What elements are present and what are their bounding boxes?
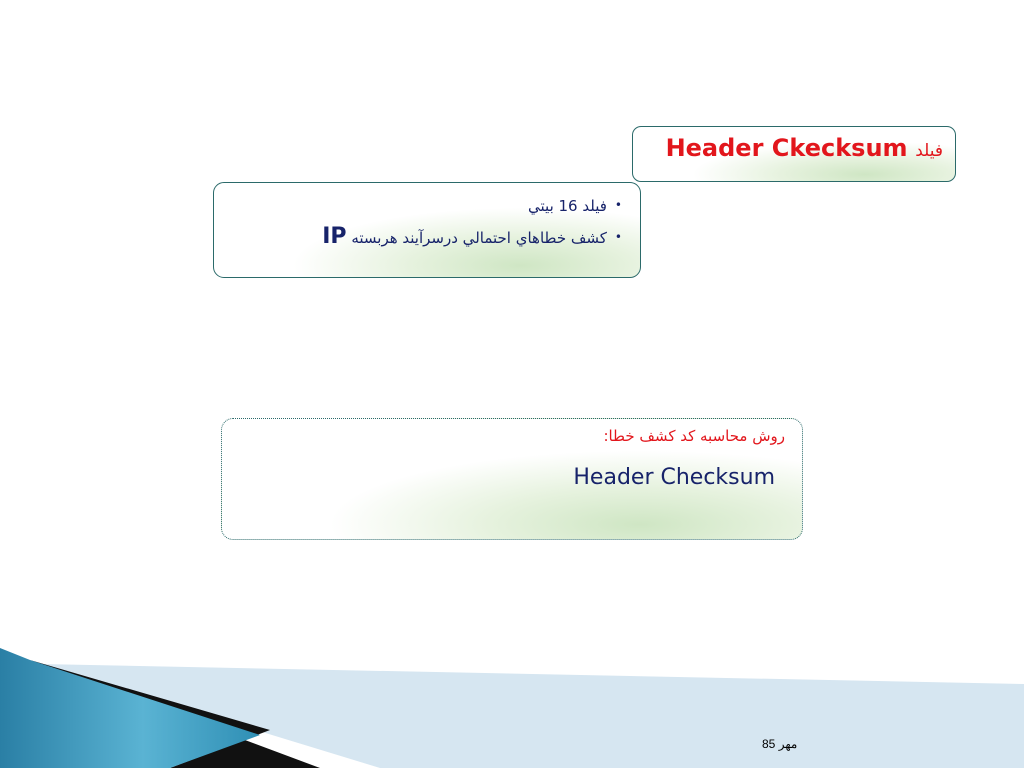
title-persian: فیلد — [915, 141, 943, 161]
method-box — [221, 418, 803, 540]
bullet-dot-icon: • — [614, 230, 622, 244]
bullet-dot-icon: • — [614, 198, 622, 212]
slide-title — [666, 134, 943, 162]
bullet-suffix: IP — [322, 224, 347, 249]
method-label: روش محاسبه کد کشف خطا: — [603, 427, 785, 445]
title-english: Header Ckecksum — [665, 134, 908, 162]
footer-date: مهر 85 — [762, 737, 798, 751]
bullet-box — [213, 182, 641, 278]
bullet-item — [322, 224, 622, 249]
bullet-item — [322, 197, 622, 215]
bullet-text: فیلد 16 بیتي — [528, 197, 607, 215]
title-box — [632, 126, 956, 182]
bullet-list — [322, 197, 622, 260]
corner-decoration — [0, 640, 1024, 768]
bullet-text: کشف خطاهاي احتمالي درسرآیند هربسته — [351, 229, 607, 247]
method-value: Header Checksum — [573, 465, 775, 490]
